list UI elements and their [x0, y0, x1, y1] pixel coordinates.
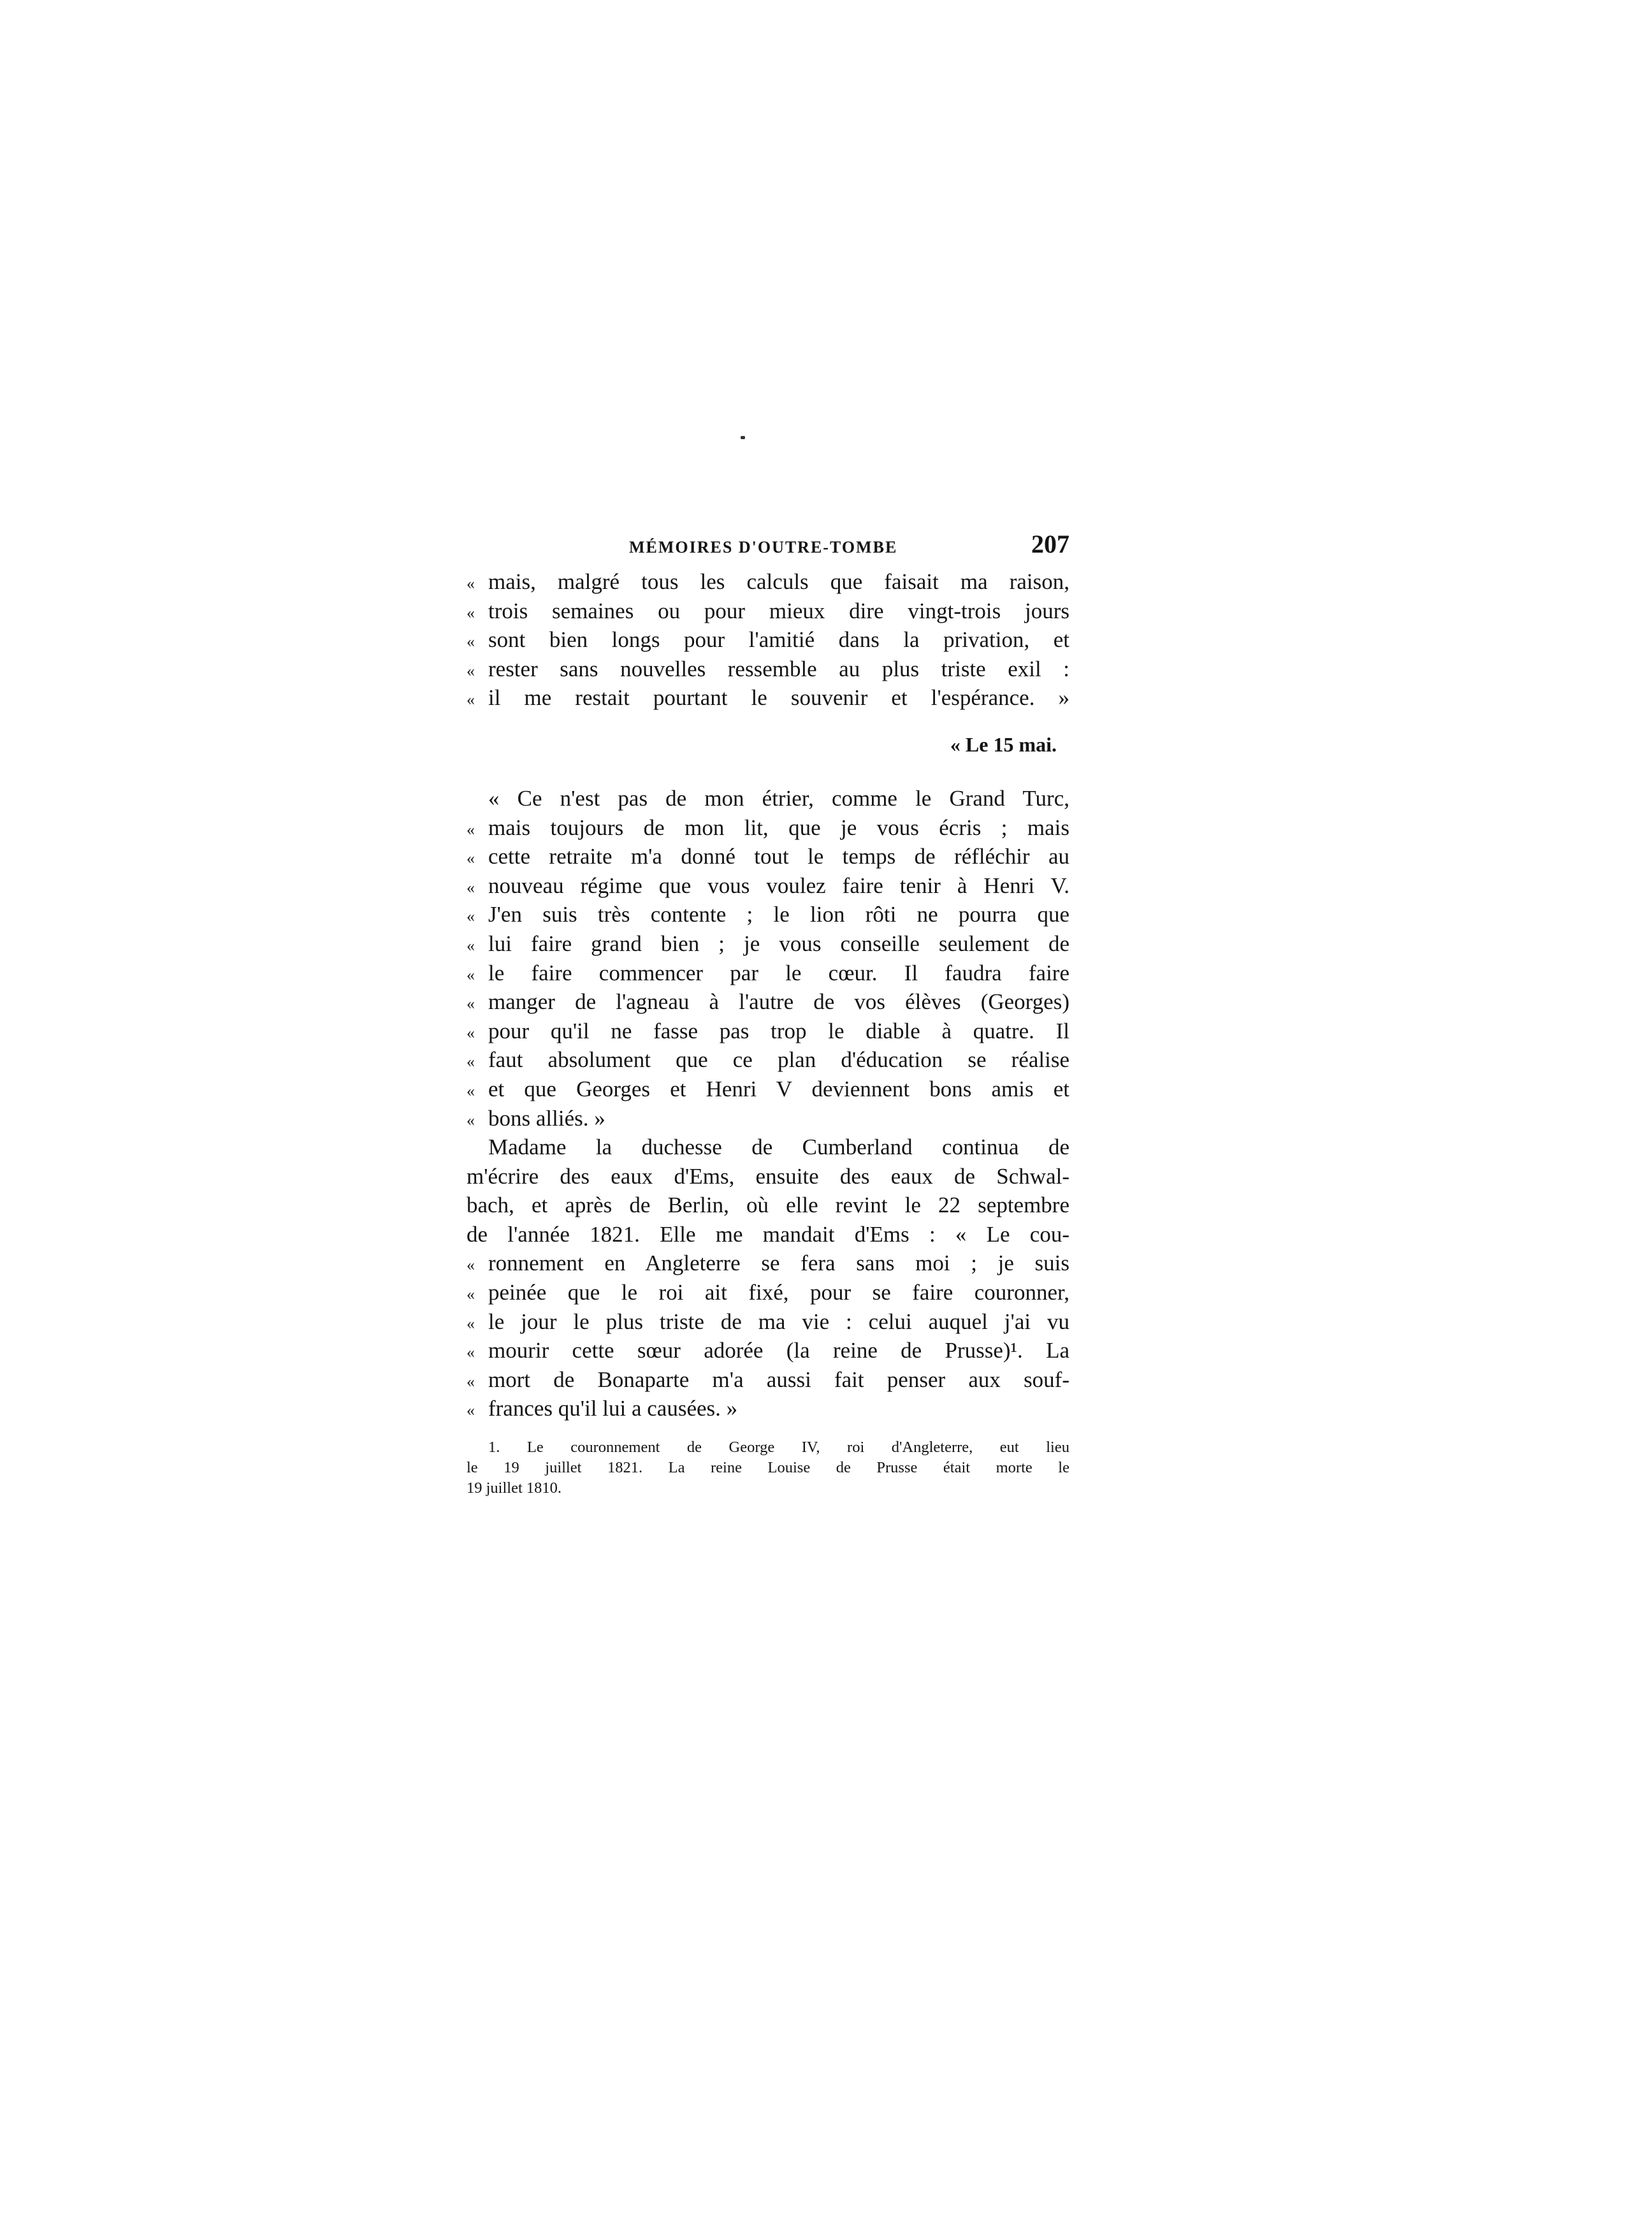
text-line: [467, 683, 1069, 713]
letter-may-15: [467, 784, 1069, 1133]
line-text: mort de Bonaparte m'a aussi fait penser aux souf-: [488, 1367, 1069, 1392]
text-line: [467, 655, 1069, 684]
ink-speck: [741, 436, 745, 439]
text-line: [467, 900, 1069, 929]
line-text: manger de l'agneau à l'autre de vos élèves (Georges): [488, 989, 1069, 1015]
line-text: mais, malgré tous les calculs que faisait ma raison,: [488, 569, 1069, 594]
guillemet: «: [467, 1110, 475, 1129]
text-line: [467, 1017, 1069, 1046]
line-text: mais toujours de mon lit, que je vous écris ; mais: [488, 815, 1069, 840]
footnote-line: [467, 1458, 1069, 1478]
guillemet: «: [467, 907, 475, 926]
footnote-text: 19 juillet 1810.: [467, 1479, 562, 1497]
line-text: peinée que le roi ait fixé, pour se faire couronner,: [488, 1280, 1069, 1305]
text-line: [467, 1104, 1069, 1133]
guillemet: «: [467, 1401, 475, 1420]
line-text: ronnement en Angleterre se fera sans moi ; je suis: [488, 1251, 1069, 1276]
guillemet: «: [467, 1052, 475, 1071]
line-text: le faire commencer par le cœur. Il faudra faire: [488, 960, 1069, 985]
line-text: rester sans nouvelles ressemble au plus triste exil :: [488, 656, 1069, 681]
line-text: mourir cette sœur adorée (la reine de Prusse)¹. La: [488, 1338, 1069, 1363]
narrative-paragraph: [467, 1133, 1069, 1423]
line-text: bach, et après de Berlin, où elle revint le 22 septembre: [467, 1193, 1069, 1218]
guillemet: «: [467, 1372, 475, 1391]
line-text: de l'année 1821. Elle me mandait d'Ems : « Le cou-: [467, 1221, 1069, 1247]
footnote-text: le 19 juillet 1821. La reine Louise de Prusse était morte le: [467, 1459, 1069, 1477]
text-line: [467, 1394, 1069, 1423]
guillemet: «: [467, 1285, 475, 1304]
text-line: [467, 1133, 1069, 1162]
running-head: MÉMOIRES D'OUTRE-TOMBE: [629, 538, 898, 556]
text-line: [467, 1045, 1069, 1075]
guillemet: «: [467, 1314, 475, 1333]
guillemet: «: [467, 603, 475, 622]
guillemet: «: [467, 661, 475, 680]
text-line: [467, 842, 1069, 871]
guillemet: «: [467, 690, 475, 709]
text-line: [467, 1336, 1069, 1365]
guillemet: «: [467, 574, 475, 593]
guillemet: «: [467, 936, 475, 955]
guillemet: «: [467, 820, 475, 839]
text-line: [467, 929, 1069, 959]
guillemet: «: [467, 849, 475, 868]
line-text: cette retraite m'a donné tout le temps de réfléchir au: [488, 844, 1069, 869]
page-header: [467, 526, 1069, 567]
line-text: bons alliés. »: [488, 1105, 605, 1131]
quoted-letter-continuation: [467, 567, 1069, 713]
text-line: [467, 1220, 1069, 1249]
line-text: le jour le plus triste de ma vie : celui auquel j'ai vu: [488, 1309, 1069, 1334]
line-text: J'en suis très contente ; le lion rôti ne pourra que: [488, 902, 1069, 927]
text-line: [467, 1162, 1069, 1191]
text-line: [467, 987, 1069, 1017]
text-line: [467, 1365, 1069, 1395]
text-line: [467, 784, 1069, 813]
text-line: [467, 567, 1069, 597]
line-text: lui faire grand bien ; je vous conseille seulement de: [488, 931, 1069, 956]
footnote-text: 1. Le couronnement de George IV, roi d'Angleterre, eut lieu: [488, 1439, 1069, 1456]
line-text: frances qu'il lui a causées. »: [488, 1396, 738, 1421]
guillemet: «: [467, 1023, 475, 1042]
guillemet: «: [467, 632, 475, 651]
footnote-line: [467, 1478, 1069, 1499]
guillemet: «: [467, 878, 475, 897]
text-line: [467, 1278, 1069, 1307]
line-text: et que Georges et Henri V deviennent bons amis et: [488, 1076, 1069, 1101]
letter-dateline: « Le 15 mai.: [950, 732, 1057, 756]
guillemet: «: [467, 1343, 475, 1362]
line-text: nouveau régime que vous voulez faire tenir à Henri V.: [488, 873, 1069, 898]
page-number: 207: [1031, 530, 1069, 558]
guillemet: «: [467, 1081, 475, 1100]
text-line: [467, 1075, 1069, 1104]
line-text: sont bien longs pour l'amitié dans la privation, et: [488, 627, 1069, 653]
footnotes: [467, 1437, 1069, 1499]
book-page: [467, 526, 1069, 1499]
line-text: trois semaines ou pour mieux dire vingt-trois jours: [488, 598, 1069, 623]
text-line: [467, 597, 1069, 626]
text-line: [467, 625, 1069, 655]
text-line: [467, 959, 1069, 988]
text-line: [467, 813, 1069, 843]
guillemet: «: [467, 1256, 475, 1275]
line-text: m'écrire des eaux d'Ems, ensuite des eaux de Schwal-: [467, 1163, 1069, 1189]
text-line: [467, 1307, 1069, 1337]
line-text: il me restait pourtant le souvenir et l'espérance. »: [488, 685, 1069, 711]
guillemet: «: [467, 965, 475, 984]
line-text: faut absolument que ce plan d'éducation se réalise: [488, 1047, 1069, 1073]
line-text: Madame la duchesse de Cumberland continua de: [488, 1135, 1069, 1160]
line-text: « Ce n'est pas de mon étrier, comme le Grand Turc,: [488, 785, 1069, 811]
line-text: pour qu'il ne fasse pas trop le diable à quatre. Il: [488, 1018, 1069, 1043]
footnote-line: [467, 1437, 1069, 1458]
text-line: [467, 1191, 1069, 1220]
text-line: [467, 1249, 1069, 1278]
guillemet: «: [467, 994, 475, 1013]
text-line: [467, 871, 1069, 901]
